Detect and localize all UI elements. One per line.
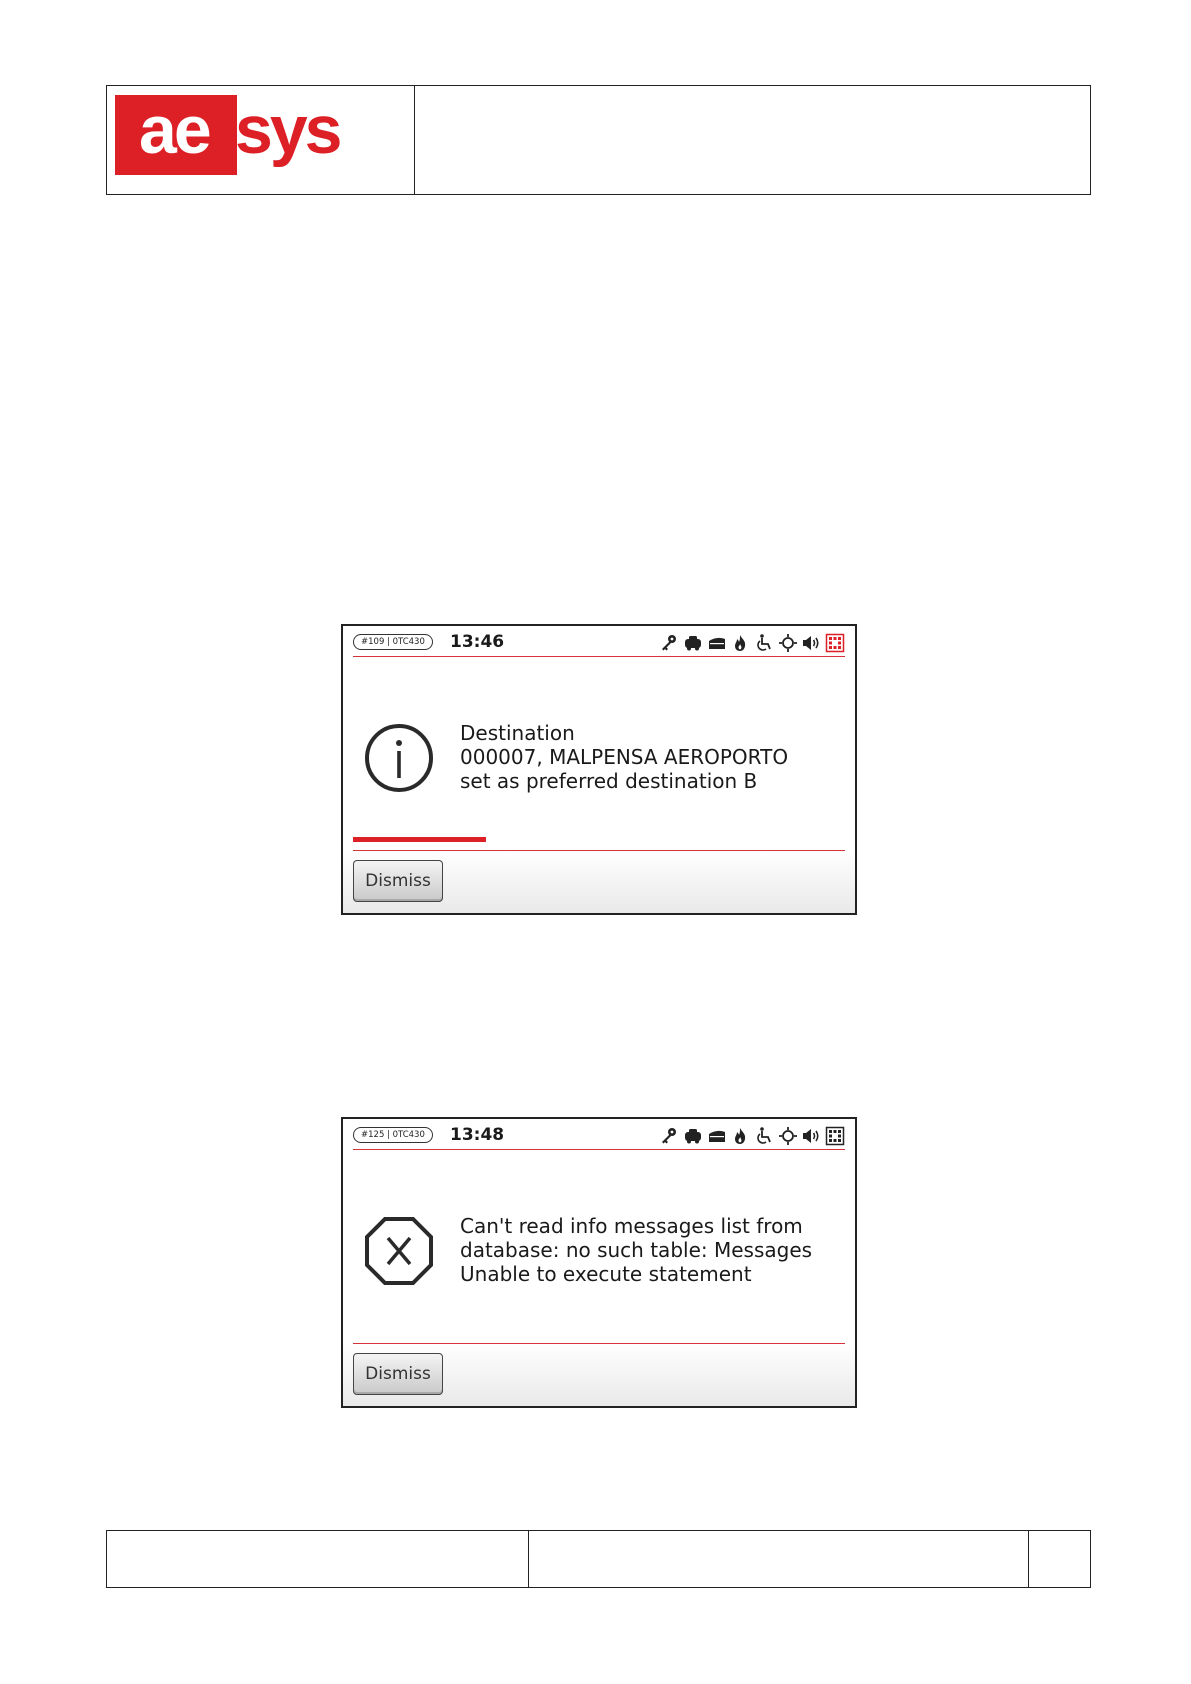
- grid-icon: [825, 1126, 845, 1146]
- key-icon: [659, 1126, 679, 1146]
- speaker-icon: [801, 633, 821, 653]
- fire-icon: [730, 633, 750, 653]
- status-icons: [656, 633, 846, 653]
- status-bar: [353, 632, 845, 657]
- action-bar: [343, 1343, 855, 1406]
- message-line: set as preferred destination B: [460, 769, 758, 793]
- error-icon: [363, 1215, 435, 1287]
- svg-text:sys: sys: [235, 95, 340, 168]
- status-icons: [656, 1126, 846, 1146]
- divider: [353, 1343, 845, 1344]
- key-icon: [659, 633, 679, 653]
- svg-text:ae: ae: [139, 95, 209, 168]
- door-icon: [707, 1126, 727, 1146]
- aesys-logo: [115, 95, 385, 180]
- auto-dismiss-progress-bar: [353, 837, 486, 842]
- message-text: [460, 1214, 850, 1286]
- error-message-screen: [341, 1117, 857, 1408]
- info-icon: [363, 722, 435, 794]
- dismiss-button[interactable]: Dismiss: [353, 1353, 443, 1395]
- brightness-icon: [778, 1126, 798, 1146]
- document-header: [106, 85, 1091, 195]
- page-number-cell: [1029, 1531, 1090, 1587]
- message-line: database: no such table: Messages: [460, 1238, 813, 1262]
- message-line: Can't read info messages list from: [460, 1214, 803, 1238]
- info-message-screen: [341, 624, 857, 915]
- header-logo-cell: [107, 86, 415, 194]
- dismiss-button[interactable]: Dismiss: [353, 860, 443, 902]
- grid-alert-icon: [825, 633, 845, 653]
- speaker-icon: [801, 1126, 821, 1146]
- action-bar: [343, 850, 855, 913]
- clock: 13:46: [450, 632, 505, 652]
- message-line: Destination: [460, 721, 575, 745]
- door-icon: [707, 633, 727, 653]
- device-label: #125 | 0TC430: [353, 1127, 433, 1143]
- document-footer: [106, 1530, 1091, 1588]
- divider: [353, 850, 845, 851]
- clock: 13:48: [450, 1125, 505, 1145]
- message-line: Unable to execute statement: [460, 1262, 752, 1286]
- footer-cell: [529, 1531, 1029, 1587]
- wheelchair-icon: [754, 633, 774, 653]
- footer-cell: [107, 1531, 529, 1587]
- fire-icon: [730, 1126, 750, 1146]
- bus-icon: [683, 633, 703, 653]
- wheelchair-icon: [754, 1126, 774, 1146]
- status-bar: [353, 1125, 845, 1150]
- header-title-cell: [415, 86, 1090, 194]
- message-text: [460, 721, 850, 793]
- device-label: #109 | 0TC430: [353, 634, 433, 650]
- bus-icon: [683, 1126, 703, 1146]
- brightness-icon: [778, 633, 798, 653]
- message-line: 000007, MALPENSA AEROPORTO: [460, 745, 789, 769]
